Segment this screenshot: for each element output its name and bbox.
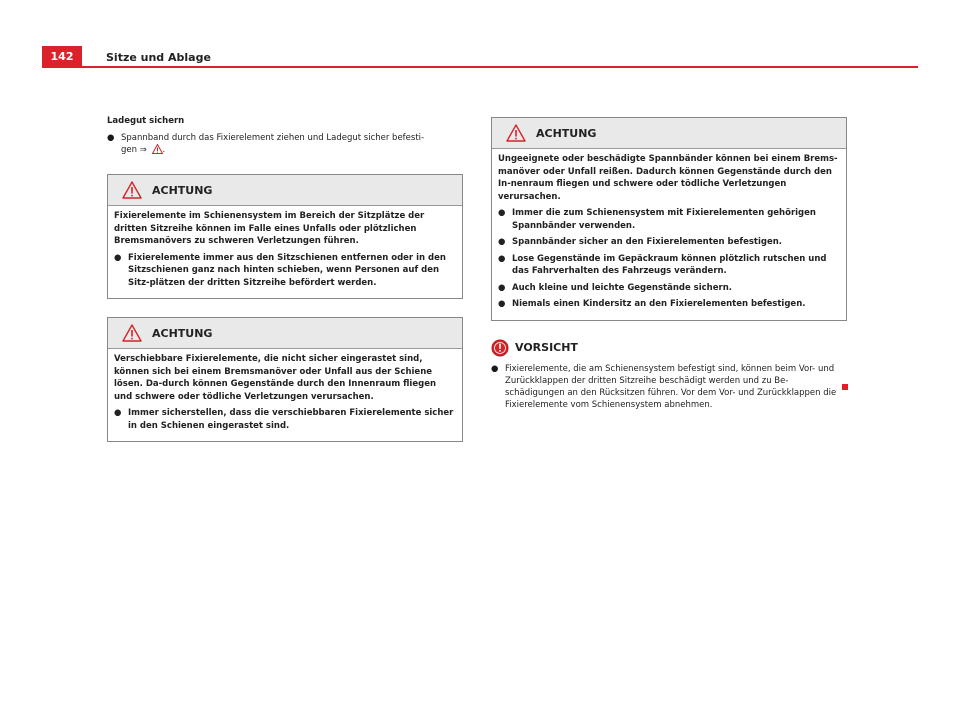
warning-triangle-icon — [122, 181, 142, 199]
warning-box-header — [108, 318, 462, 349]
page-header — [42, 46, 918, 68]
warning-box-body — [108, 206, 462, 298]
bullet-text: Auch kleine und leichte Gegenstände sichern. — [512, 282, 732, 293]
bullet-text: Fixierelemente immer aus den Sitzschienen entfernen oder in den Sitzschienen ganz nach hinten schieben, wenn Personen auf den Sitz-plätzen der dritten Sitzreihe befördert werden. — [128, 252, 446, 288]
bullet-text-end: . — [162, 145, 166, 155]
bullet-icon: ● — [498, 208, 506, 218]
warning-box — [107, 317, 463, 442]
bullet-icon: ● — [114, 408, 122, 418]
header-divider — [42, 66, 918, 68]
list-item — [114, 407, 456, 432]
warning-title: ACHTUNG — [536, 126, 597, 140]
warning-box-header — [492, 118, 846, 149]
warning-box — [107, 174, 463, 299]
caution-circle-icon — [491, 339, 509, 357]
list-item — [491, 363, 847, 411]
list-item — [498, 298, 840, 311]
bullet-text: Fixierelemente, die am Schienensystem befestigt sind, können beim Vor- und Zurückklappen der dritten Sitzreihe beschädigt werden und zu Be-schädigungen an den Rücksitzen führen. Vor dem Vor- und Zurückklappen die Fixierelemente vom Schienensystem abnehmen. — [505, 363, 837, 410]
caution-title: VORSICHT — [515, 341, 578, 354]
warning-paragraph: Fixierelemente im Schienensystem im Bereich der Sitzplätze der dritten Sitzreihe können im Falle eines Unfalls oder plötzlichen Bremsmanövers zu schweren Verletzungen führen. — [114, 211, 425, 246]
list-item — [498, 282, 840, 295]
bullet-text: Spannbänder sicher an den Fixierelementen befestigen. — [512, 237, 783, 247]
page-number: 142 — [42, 46, 82, 66]
warning-triangle-icon — [506, 124, 526, 142]
bullet-icon: ● — [498, 282, 506, 293]
bullet-text: Immer sicherstellen, dass die verschiebbaren Fixierelemente sicher in den Schienen eingerastet sind. — [128, 408, 454, 431]
warning-box-body — [108, 349, 462, 441]
chapter-title: Sitze und Ablage — [106, 51, 211, 64]
warning-paragraph: Ungeeignete oder beschädigte Spannbänder können bei einem Brems-manöver oder Unfall reißen. Dadurch können Gegenstände durch den In-nenraum fliegen und schwere oder tödliche Verletzungen verursachen. — [498, 154, 838, 202]
right-column — [491, 100, 847, 413]
bullet-text: Immer die zum Schienensystem mit Fixierelementen gehörigen Spannbänder verwenden. — [512, 208, 816, 231]
bullet-text: Lose Gegenstände im Gepäckraum können plötzlich rutschen und das Fahrverhalten des Fahrzeugs verändern. — [512, 253, 827, 276]
list-item — [107, 132, 463, 156]
bullet-text: Niemals einen Kindersitz an den Fixierelementen befestigen. — [512, 299, 806, 309]
warning-box-body — [492, 149, 846, 320]
warning-title: ACHTUNG — [152, 183, 213, 197]
warning-triangle-icon — [122, 324, 142, 342]
list-item — [114, 252, 456, 290]
list-item — [498, 236, 840, 249]
bullet-text-cont: gen ⇒ — [121, 145, 147, 155]
warning-paragraph: Verschiebbare Fixierelemente, die nicht sicher eingerastet sind, können sich bei einem Bremsmanöver oder Unfall aus der Schiene lösen. Da-durch können Gegenstände durch den Innenraum fliegen und schwere oder tödliche Verletzungen verursachen. — [114, 354, 437, 402]
section-heading: Ladegut sichern — [107, 116, 185, 126]
bullet-icon: ● — [498, 253, 506, 264]
list-item — [498, 207, 840, 232]
warning-box — [491, 117, 847, 321]
bullet-icon: ● — [498, 237, 506, 247]
warning-box-header — [108, 175, 462, 206]
warning-title: ACHTUNG — [152, 326, 213, 340]
warning-triangle-icon[interactable] — [152, 144, 163, 154]
bullet-icon: ● — [498, 299, 506, 309]
section-end-marker — [842, 384, 848, 390]
list-item — [498, 253, 840, 278]
bullet-icon: ● — [114, 252, 122, 263]
bullet-text: Spannband durch das Fixierelement ziehen und Ladegut sicher befesti- — [121, 133, 425, 143]
bullet-icon: ● — [491, 363, 499, 374]
bullet-icon: ● — [107, 133, 115, 143]
left-column — [107, 100, 463, 442]
caution-header — [491, 339, 847, 357]
